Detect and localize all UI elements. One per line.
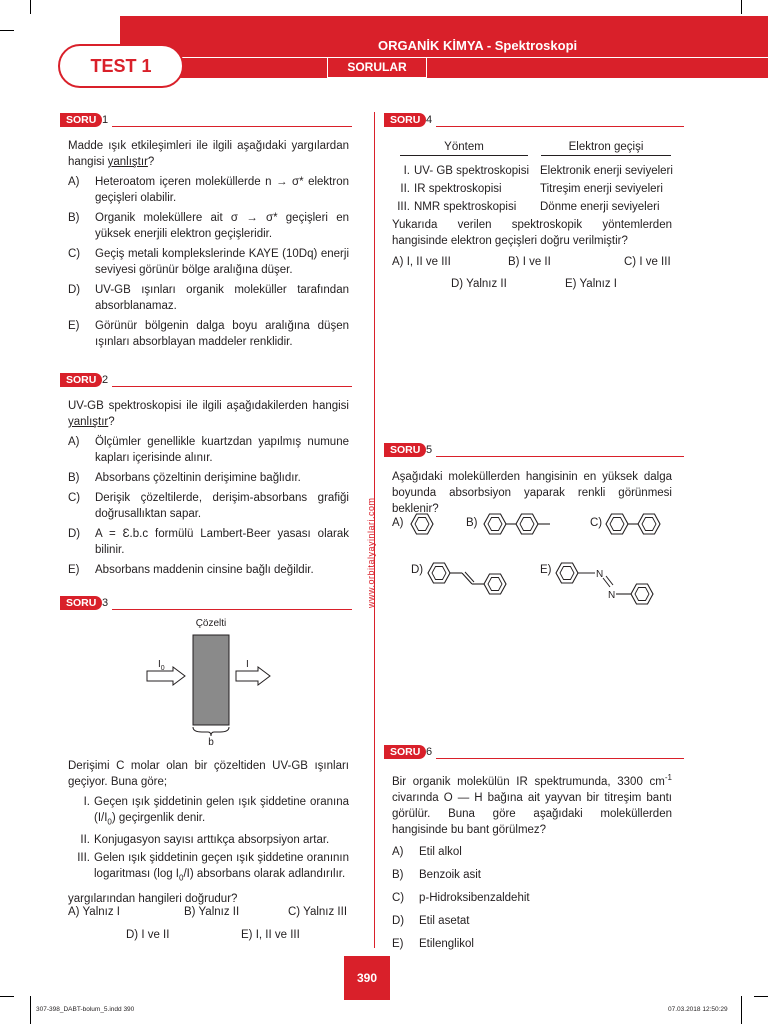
question-stem: Yukarıda verilen spektroskopik yöntemlerden hangisinde elektron geçişleri doğru verilmiştir? <box>392 219 672 247</box>
option-e[interactable]: E) Etilenglikol <box>392 937 474 950</box>
molecule-stilbene <box>426 556 518 600</box>
question-tag: SORU <box>384 745 426 759</box>
option-e[interactable]: E) Absorbans maddenin cinsine bağlı değildir. <box>68 564 314 576</box>
col-header-method: Yöntem <box>400 140 528 156</box>
answer-c[interactable]: C) Yalnız III <box>288 906 348 918</box>
solution-figure <box>140 612 280 752</box>
figure-label-solution: Çözelti <box>195 618 227 629</box>
option-a[interactable]: A) Etil alkol <box>392 845 462 858</box>
transmitted-arrow <box>236 667 270 685</box>
answer-b[interactable]: B) I ve II <box>508 256 551 268</box>
option-b[interactable]: B) Absorbans çözeltinin derişimine bağlıdır. <box>68 472 301 484</box>
option-c-label[interactable]: C) <box>590 517 603 529</box>
option-d[interactable]: D) A = Ɛ.b.c formülü Lambert-Beer yasası olarak bilinir. <box>68 528 349 556</box>
answer-d[interactable]: D) Yalnız II <box>451 278 507 290</box>
test-label: TEST 1 <box>58 44 184 88</box>
question-2-body <box>68 398 349 578</box>
crop-mark <box>0 30 14 31</box>
question-4-header <box>384 113 684 127</box>
question-1-header <box>60 113 352 127</box>
question-tag: SORU <box>384 443 426 457</box>
answer-a[interactable]: A) I, II ve III <box>392 256 451 268</box>
option-c[interactable]: C) Geçiş metali komplekslerinde KAYE (10Dq) enerji seviyesi görünür bölge aralığına düşer. <box>68 248 349 276</box>
question-tag: SORU <box>60 373 102 387</box>
answer-a[interactable]: A) Yalnız I <box>68 906 120 918</box>
crop-mark <box>30 0 31 14</box>
answer-e[interactable]: E) Yalnız I <box>565 278 617 290</box>
section-tab: SORULAR <box>327 58 427 78</box>
question-number: 2 <box>102 374 109 386</box>
question-stem: Derişimi C molar olan bir çözeltiden UV-GB ışınları geçiyor. Buna göre; <box>68 760 349 788</box>
header-rule <box>436 758 684 759</box>
crop-mark <box>754 996 768 997</box>
question-prompt: yargılarından hangileri doğrudur? <box>68 892 238 905</box>
nitrogen-2: N <box>608 590 616 601</box>
header-rule <box>436 456 684 457</box>
label-i: I <box>246 659 249 670</box>
header-rule <box>112 126 352 127</box>
statement-3: III. Gelen ışık şiddetinin geçen ışık şiddetine oranının logaritması (log $I_0/I$) absorbans olarak adlandırılır. <box>77 852 349 883</box>
option-b-label[interactable]: B) <box>466 517 478 529</box>
answer-c[interactable]: C) I ve III <box>624 256 671 268</box>
answer-b[interactable]: B) Yalnız II <box>184 906 240 918</box>
cuvette <box>193 635 229 725</box>
header-divider <box>120 57 768 58</box>
header-rule <box>112 609 352 610</box>
question-stem: UV-GB spektroskopisi ile ilgili aşağıdakilerden hangisi yanlıştır? <box>68 400 349 428</box>
label-i0: $I_0$ <box>158 659 165 672</box>
question-stem: Madde ışık etkileşimleri ile ilgili aşağıdaki yargılardan hangisi yanlıştır? <box>68 140 349 168</box>
footer-file-info: 307-398_DABT-bolum_5.indd 390 <box>36 1006 135 1013</box>
incident-arrow <box>147 667 185 685</box>
option-c[interactable]: C) p-Hidroksibenzaldehit <box>392 891 530 904</box>
question-number: 5 <box>426 444 433 456</box>
question-stem: Bir organik molekülün IR spektrumunda, 3300 $cm^{-1}$ civarında O — H bağına ait yayvan bir titreşim bantı görülür. Buna göre aşağıdaki moleküllerden hangisinde bu bant görülmez? <box>392 773 672 836</box>
crop-mark <box>30 996 31 1024</box>
page-number: 390 <box>344 956 390 1000</box>
width-brace <box>193 727 229 736</box>
col-header-transition: Elektron geçişi <box>541 140 671 156</box>
question-tag: SORU <box>60 113 102 127</box>
answer-d[interactable]: D) I ve II <box>126 929 170 941</box>
question-6-header <box>384 745 684 759</box>
question-3-body <box>68 758 349 907</box>
option-a[interactable]: A) Ölçümler genellikle kuartzdan yapılmış numune kapları içerisinde alınır. <box>68 436 349 464</box>
molecule-biphenyl <box>604 510 668 538</box>
question-stem: Aşağıdaki moleküllerden hangisinin en yüksek dalga boyunda absorbsiyon yaparak renkli görünmesi beklenir? <box>392 471 672 515</box>
question-5-header <box>384 443 684 457</box>
option-e[interactable]: E) Görünür bölgenin dalga boyu aralığına düşen ışınları absorblayan maddeler renklidir. <box>68 320 349 348</box>
option-b[interactable]: B) Organik moleküllere ait σ → σ* geçişleri en yüksek enerjili elektron geçişleridir. <box>68 212 349 240</box>
option-a[interactable]: A) Heteroatom içeren moleküllerde n → σ* elektron geçişleri olabilir. <box>68 176 349 204</box>
question-tag: SORU <box>384 113 426 127</box>
question-number: 6 <box>426 746 433 758</box>
footer-timestamp: 07.03.2018 12:50:29 <box>668 1006 728 1013</box>
option-e-label[interactable]: E) <box>540 564 552 576</box>
header-rule <box>112 386 352 387</box>
molecule-azobenzene <box>554 556 664 606</box>
publisher-website: www.orbitalyayinlari.com <box>366 497 376 608</box>
question-1-body <box>68 138 349 350</box>
option-a-label[interactable]: A) <box>392 517 404 529</box>
question-number: 1 <box>102 114 109 126</box>
crop-mark <box>741 0 742 14</box>
crop-mark <box>741 996 742 1024</box>
question-number: 4 <box>426 114 433 126</box>
question-tag: SORU <box>60 596 102 610</box>
question-3-header <box>60 596 352 610</box>
statement-1: I. Geçen ışık şiddetinin gelen ışık şiddetine oranına $(I/I_0)$ geçirgenlik denir. <box>83 796 349 827</box>
question-6-body <box>392 770 672 952</box>
option-c[interactable]: C) Derişik çözeltilerde, derişim-absorbans grafiği doğrusallıktan sapar. <box>68 492 349 520</box>
label-b: b <box>208 737 214 748</box>
crop-mark <box>0 996 14 997</box>
header-rule <box>436 126 684 127</box>
molecule-methylbiphenyl <box>482 510 562 538</box>
option-d[interactable]: D) Etil asetat <box>392 914 470 927</box>
answer-e[interactable]: E) I, II ve III <box>241 929 300 941</box>
molecule-benzene <box>408 510 438 538</box>
question-number: 3 <box>102 597 109 609</box>
option-b[interactable]: B) Benzoik asit <box>392 868 482 881</box>
question-2-header <box>60 373 352 387</box>
statement-2: II. Konjugasyon sayısı arttıkça absorpsiyon artar. <box>80 834 330 847</box>
nitrogen-1: N <box>596 569 604 580</box>
option-d[interactable]: D) UV-GB ışınları organik moleküller tarafından absorblanamaz. <box>68 284 349 312</box>
option-d-label[interactable]: D) <box>411 564 424 576</box>
